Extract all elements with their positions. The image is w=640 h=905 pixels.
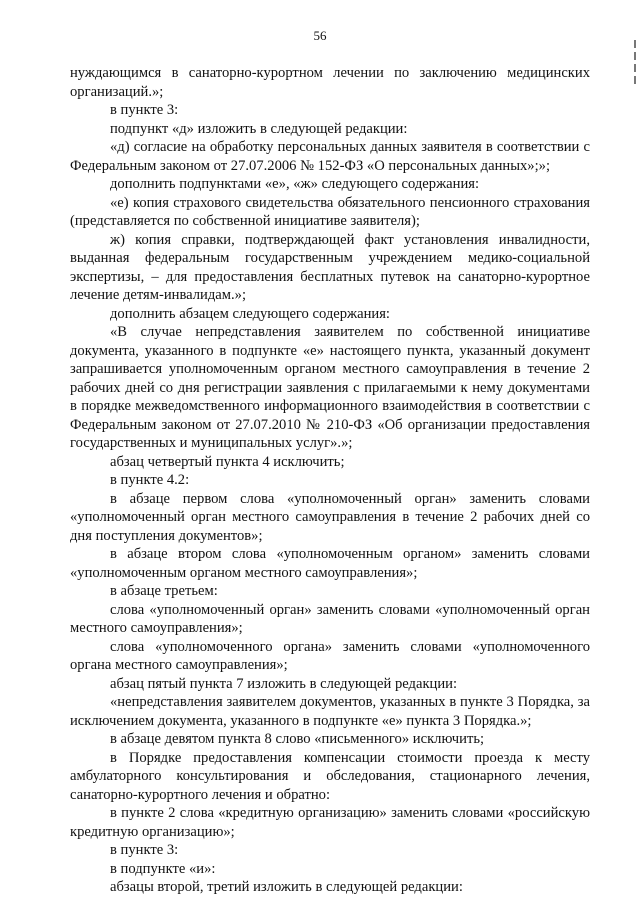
paragraph-17: абзац пятый пункта 7 изложить в следующей редакции: bbox=[110, 675, 458, 692]
paragraph-15: слова «уполномоченный орган» заменить словами «уполномоченный орган местного самоуправления»; bbox=[70, 601, 590, 636]
paragraph-23: в подпункте «и»: bbox=[110, 860, 216, 877]
paragraph-1: нуждающимся в санаторно-курортном лечении по заключению медицинских организаций.»; bbox=[70, 65, 590, 100]
paragraph-12: в абзаце первом слова «уполномоченный орган» заменить словами «уполномоченный орган местного самоуправления в течение 2 рабочих дней со дня поступления документов»; bbox=[70, 490, 590, 544]
paragraph-7: ж) копия справки, подтверждающей факт установления инвалидности, выданная федеральным государственным учреждением медико-социальной экспертизы, – для предоставления бесплатных путевок на санаторно-курортное лечение детям-инвалидам.»; bbox=[70, 231, 590, 303]
paragraph-21: в пункте 2 слова «кредитную организацию» заменить словами «российскую кредитную организацию»; bbox=[70, 805, 590, 840]
paragraph-19: в абзаце девятом пункта 8 слово «письменного» исключить; bbox=[110, 731, 485, 747]
paragraph-3: подпункт «д» изложить в следующей редакции: bbox=[110, 120, 408, 137]
paragraph-22: в пункте 3: bbox=[110, 842, 179, 858]
paragraph-9: «В случае непредставления заявителем по собственной инициативе документа, указанного в подпункте «е» настоящего пункта, указанный документ запрашивается уполномоченным органом местного самоуправления в течение 2 рабочих дней со дня регистрации заявления с прилагаемыми к нему документами в порядке межведомственного информационного взаимодействия в соответствии с Федеральным законом от 27.07.2010 № 210-ФЗ «Об организации предоставления государственных и муниципальных услуг».»; bbox=[70, 324, 590, 451]
paragraph-10: абзац четвертый пункта 4 исключить; bbox=[110, 453, 345, 470]
paragraph-5: дополнить подпунктами «е», «ж» следующего содержания: bbox=[110, 176, 480, 192]
page-number: 56 bbox=[313, 28, 327, 43]
paragraph-16: слова «уполномоченного органа» заменить словами «уполномоченного органа местного самоуправления»; bbox=[70, 638, 590, 673]
paragraph-18: «непредставления заявителем документов, указанных в пункте 3 Порядка, за исключением документа, указанного в подпункте «е» пункта 3 Порядка.»; bbox=[70, 694, 590, 729]
document-body bbox=[70, 64, 590, 897]
paragraph-24: абзацы второй, третий изложить в следующей редакции: bbox=[110, 879, 463, 895]
paragraph-6: «е) копия страхового свидетельства обязательного пенсионного страхования (представляется по собственной инициативе заявителя); bbox=[70, 194, 590, 229]
paragraph-13: в абзаце втором слова «уполномоченным органом» заменить словами «уполномоченным органом местного самоуправления»; bbox=[70, 546, 590, 581]
paragraph-2: в пункте 3: bbox=[110, 102, 179, 118]
paragraph-8: дополнить абзацем следующего содержания: bbox=[110, 305, 390, 322]
paragraph-11: в пункте 4.2: bbox=[110, 472, 190, 488]
scan-edge-mark bbox=[632, 40, 638, 100]
paragraph-20: в Порядке предоставления компенсации стоимости проезда к месту амбулаторного консультирования и обследования, стационарного лечения, санаторно-курортного лечения и обратно: bbox=[70, 749, 590, 803]
paragraph-14: в абзаце третьем: bbox=[110, 583, 218, 599]
paragraph-4: «д) согласие на обработку персональных данных заявителя в соответствии с Федеральным законом от 27.07.2006 № 152-ФЗ «О персональных данных»;»; bbox=[70, 139, 590, 174]
